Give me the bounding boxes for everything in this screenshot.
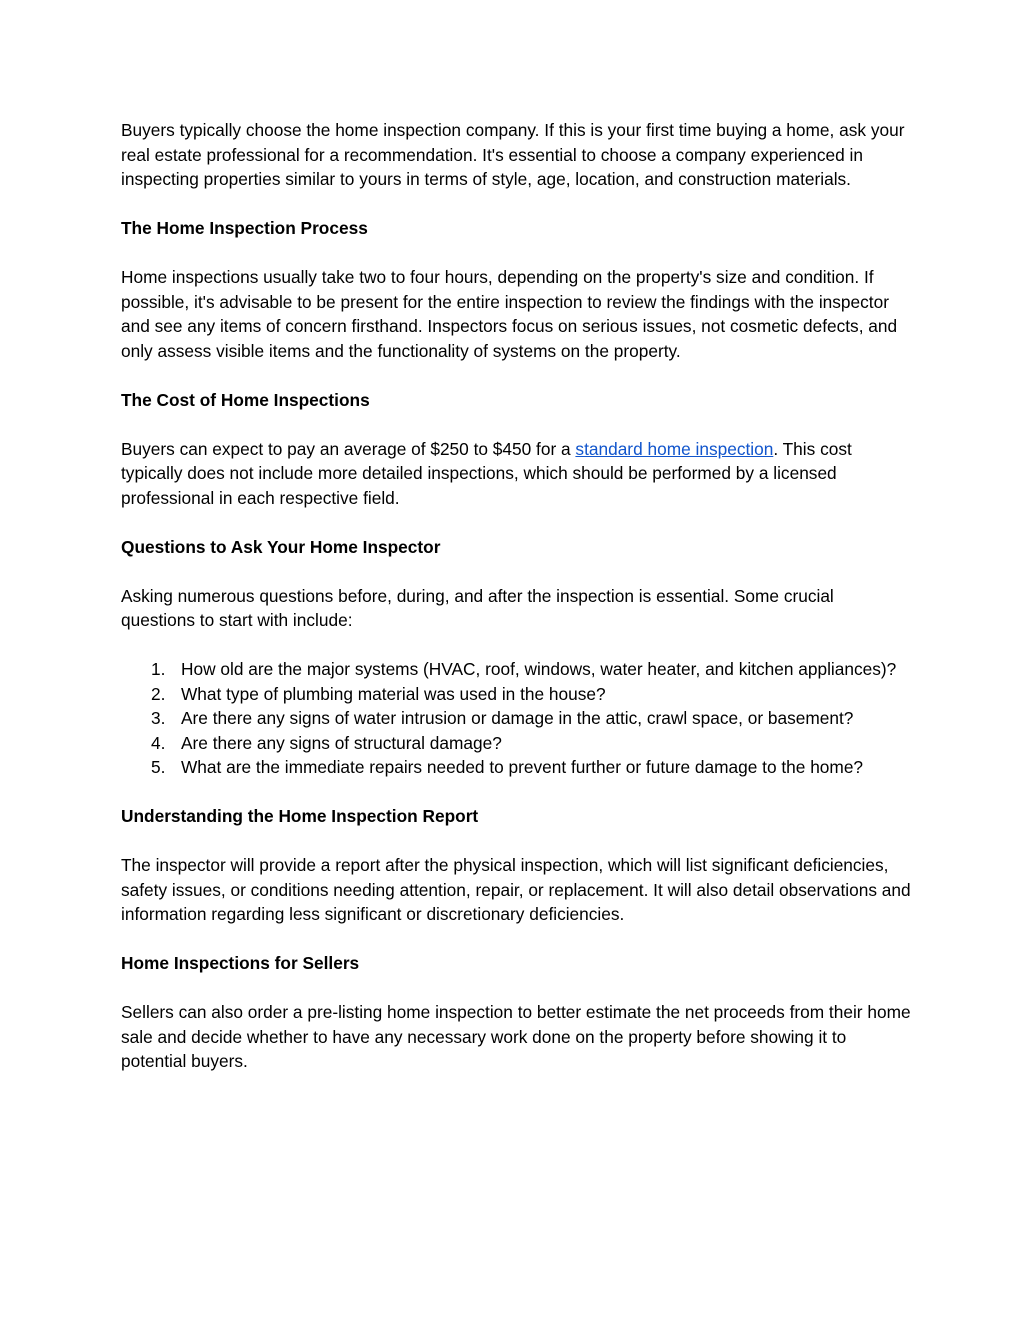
list-number: 5.: [151, 757, 166, 777]
document-page: [121, 118, 911, 1074]
spacer: [121, 976, 911, 1001]
spacer: [121, 829, 911, 854]
list-item: [121, 657, 911, 682]
list-number: 3.: [151, 708, 166, 728]
list-item-text: What are the immediate repairs needed to prevent further or future damage to the home?: [181, 757, 864, 777]
sellers-paragraph: Sellers can also order a pre-listing home inspection to better estimate the net proceeds from their home sale and decide whether to have any necessary work done on the property before showing it to potential buyers.: [121, 1002, 911, 1071]
sellers-heading: Home Inspections for Sellers: [121, 953, 360, 973]
cost-paragraph: [121, 437, 911, 511]
spacer: [121, 927, 911, 952]
list-item: [121, 706, 911, 731]
list-number: 4.: [151, 732, 166, 753]
list-item-text: How old are the major systems (HVAC, roof, windows, water heater, and kitchen appliances)?: [181, 659, 897, 679]
report-paragraph: The inspector will provide a report after the physical inspection, which will list significant deficiencies, safety issues, or conditions needing attention, repair, or replacement. It will also detail observations and information regarding less significant or discretionary deficiencies.: [121, 855, 911, 924]
report-heading: Understanding the Home Inspection Report: [121, 806, 479, 826]
intro-paragraph: Buyers typically choose the home inspection company. If this is your first time buying a home, ask your real estate professional for a recommendation. It's essential to choose a company experienced in inspecting properties similar to yours in terms of style, age, location, and construction materials.: [121, 120, 905, 189]
standard-home-inspection-link[interactable]: standard home inspection: [575, 438, 774, 459]
process-paragraph: Home inspections usually take two to four hours, depending on the property's size and condition. If possible, it's advisable to be present for the entire inspection to review the findings with the inspector and see any items of concern firsthand. Inspectors focus on serious issues, not cosmetic defects, and only assess visible items and the functionality of systems on the property.: [121, 267, 898, 361]
spacer: [121, 559, 911, 584]
questions-heading: Questions to Ask Your Home Inspector: [121, 536, 441, 557]
spacer: [121, 192, 911, 217]
process-heading: The Home Inspection Process: [121, 218, 368, 238]
spacer: [121, 363, 911, 388]
list-item-text: Are there any signs of water intrusion or damage in the attic, crawl space, or basement?: [181, 708, 854, 728]
list-item: [121, 755, 911, 780]
spacer: [121, 510, 911, 535]
spacer: [121, 241, 911, 266]
cost-text-after: . This cost typically does not include more detailed inspections, which should be performed by a licensed professional in each respective field.: [121, 438, 852, 508]
list-item-text: Are there any signs of structural damage?: [181, 732, 502, 753]
spacer: [121, 412, 911, 437]
spacer: [121, 780, 911, 805]
list-item: [121, 731, 911, 756]
spacer: [121, 633, 911, 658]
cost-text-before: Buyers can expect to pay an average of $250 to $450 for a: [121, 438, 576, 459]
questions-list: [121, 657, 911, 780]
list-item-text: What type of plumbing material was used in the house?: [181, 683, 606, 704]
list-number: 1.: [151, 659, 166, 679]
cost-heading: The Cost of Home Inspections: [121, 389, 370, 410]
list-item: [121, 682, 911, 707]
list-number: 2.: [151, 683, 166, 704]
questions-intro: Asking numerous questions before, during, and after the inspection is essential. Some crucial questions to start with include:: [121, 585, 834, 630]
